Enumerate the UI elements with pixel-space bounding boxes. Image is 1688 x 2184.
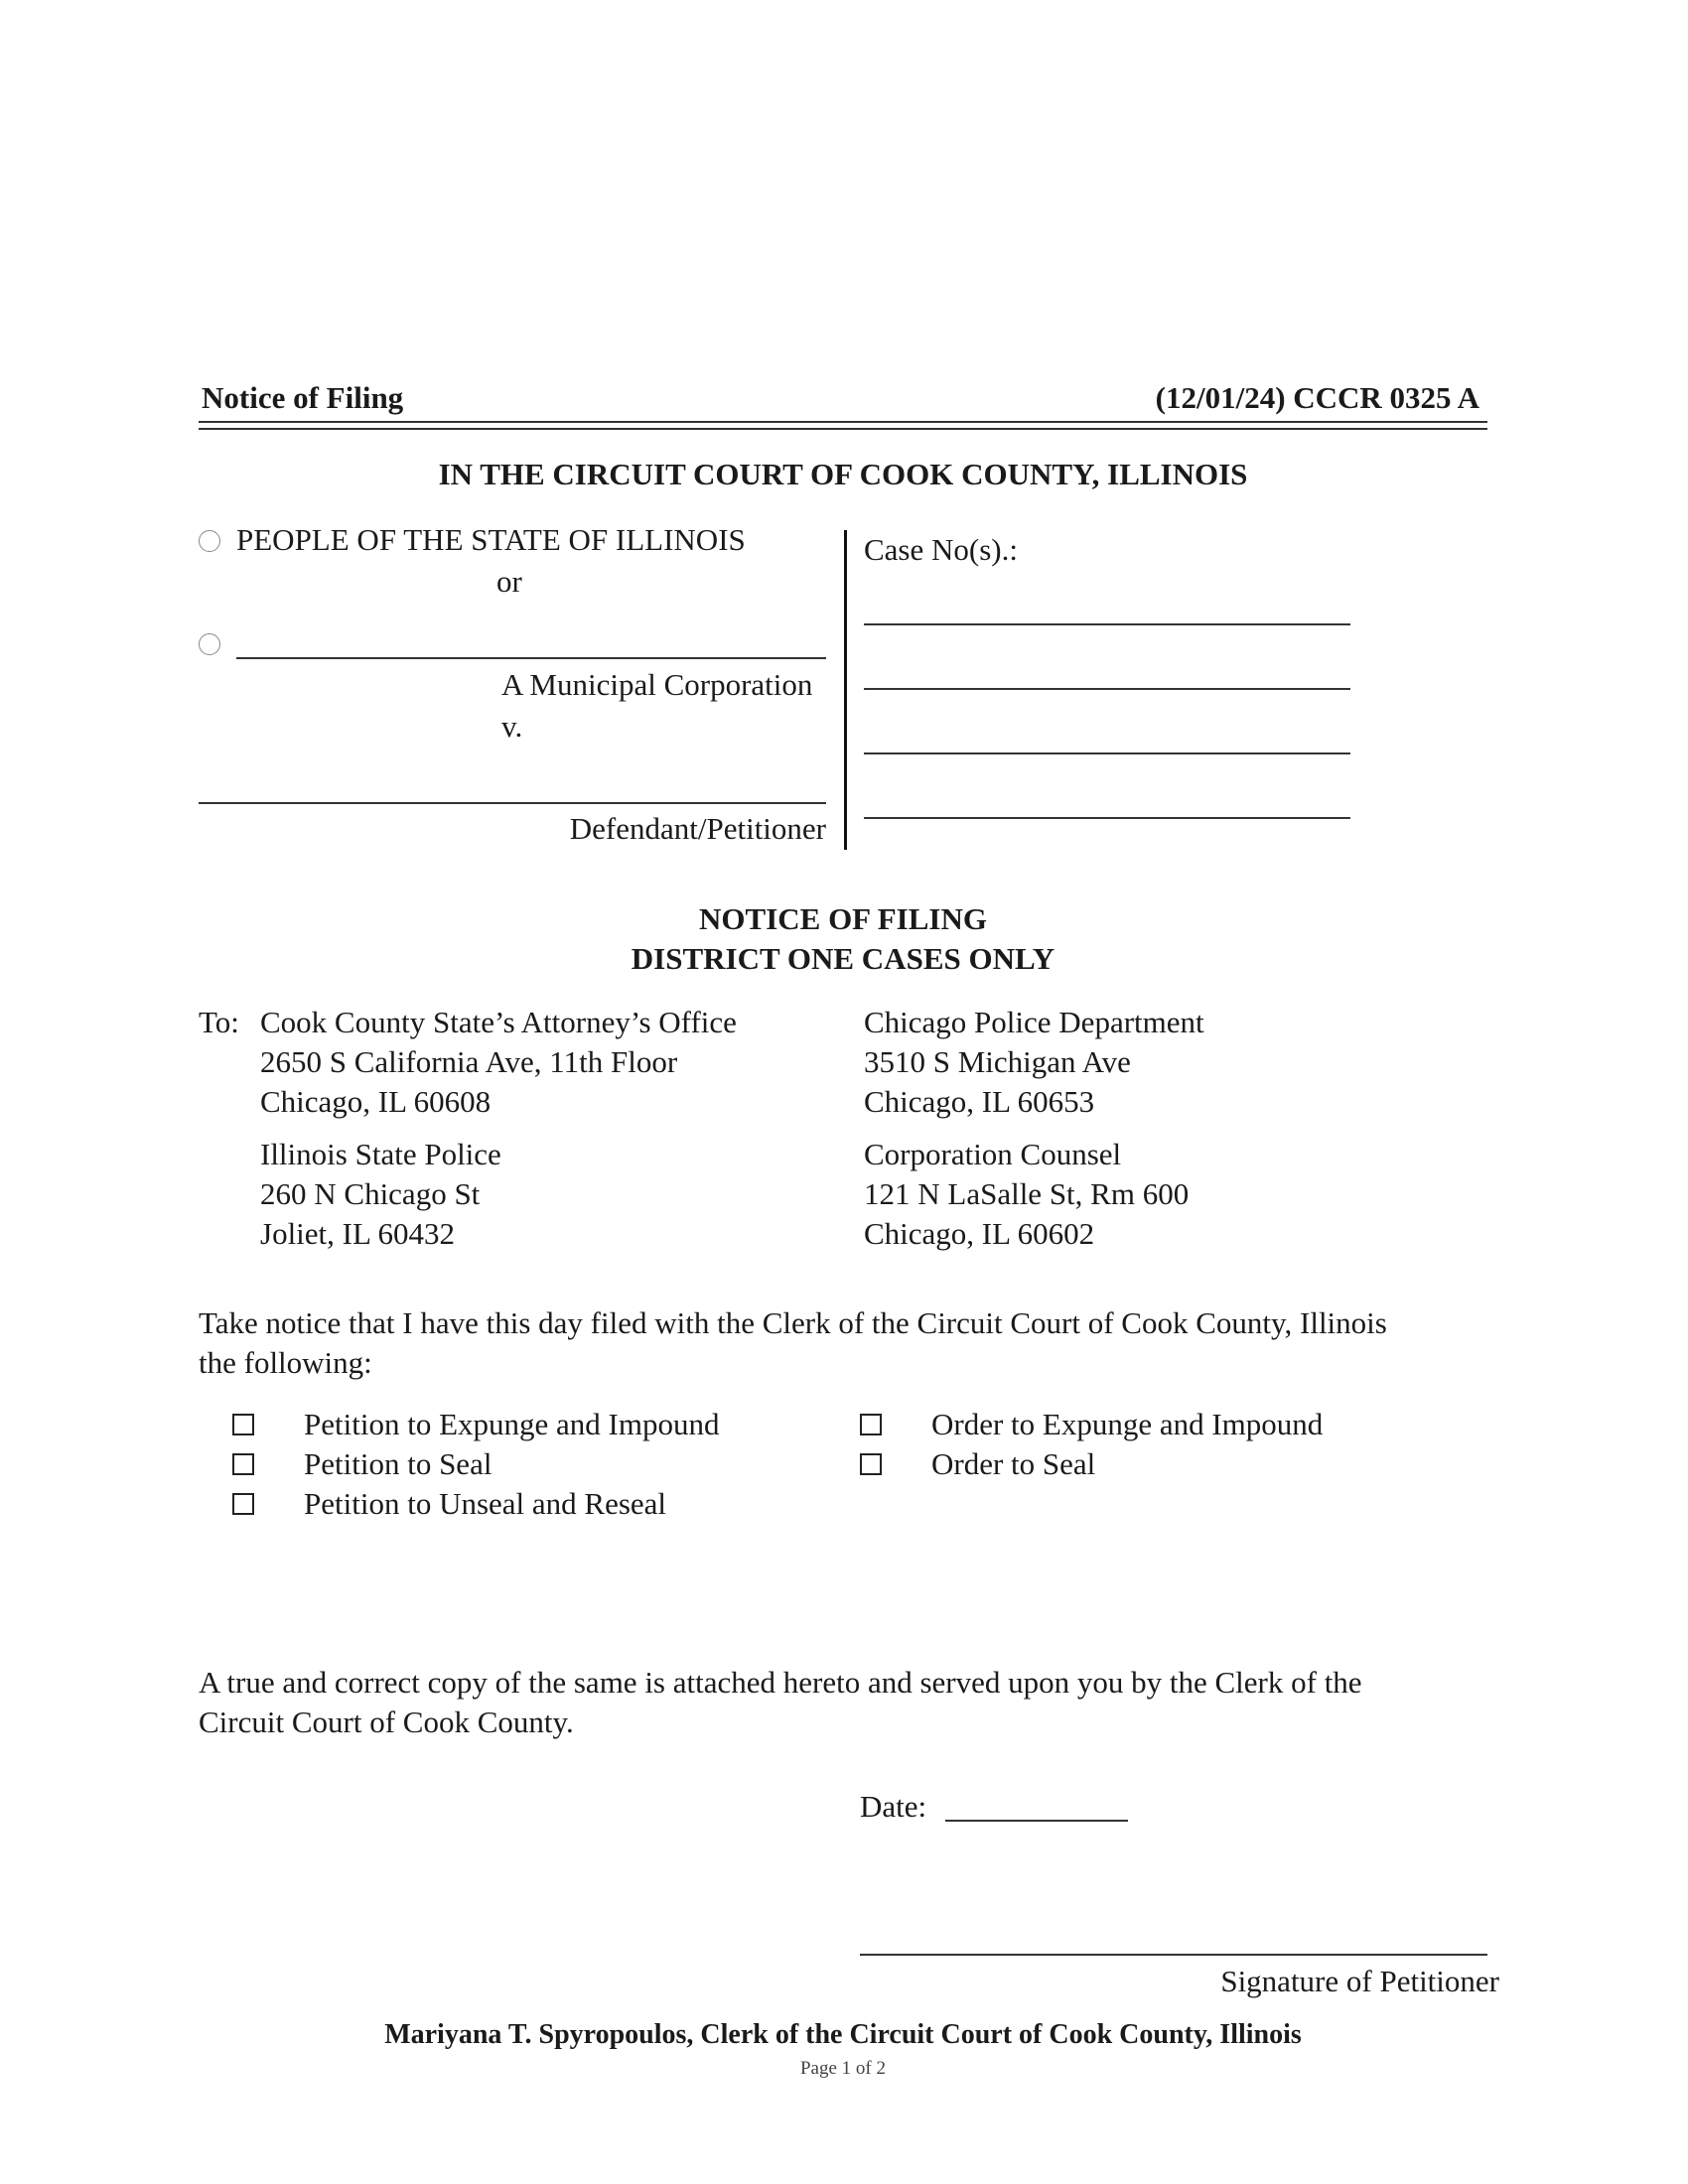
defendant-name-line xyxy=(199,802,826,804)
form-title: Notice of Filing xyxy=(202,380,404,415)
date-label: Date: xyxy=(860,1789,927,1824)
recipient-3-line1: Illinois State Police xyxy=(260,1137,501,1171)
petition-seal-label: Petition to Seal xyxy=(304,1446,492,1481)
petition-expunge-label: Petition to Expunge and Impound xyxy=(304,1407,720,1441)
plaintiff-people-radio[interactable] xyxy=(199,530,220,552)
recipient-2-line1: Chicago Police Department xyxy=(864,1005,1204,1039)
header-rule-bottom xyxy=(199,428,1487,430)
notice-title: NOTICE OF FILING xyxy=(699,901,987,936)
to-label: To: xyxy=(199,1005,239,1039)
case-number-line-4 xyxy=(864,817,1350,819)
or-label: or xyxy=(496,564,522,599)
case-number-line-3 xyxy=(864,752,1350,754)
plaintiff-people-label: PEOPLE OF THE STATE OF ILLINOIS xyxy=(236,522,746,557)
petition-unseal-checkbox[interactable] xyxy=(232,1493,254,1515)
plaintiff-municipality-radio[interactable] xyxy=(199,633,220,655)
recipient-1-line3: Chicago, IL 60608 xyxy=(260,1084,492,1119)
petition-seal-checkbox[interactable] xyxy=(232,1453,254,1475)
notice-text-line2: the following: xyxy=(199,1345,372,1380)
form-code: (12/01/24) CCCR 0325 A xyxy=(1155,380,1479,415)
signature-line[interactable] xyxy=(860,1954,1487,1956)
recipient-4-line3: Chicago, IL 60602 xyxy=(864,1216,1095,1251)
notice-subtitle: DISTRICT ONE CASES ONLY xyxy=(631,941,1055,976)
defendant-petitioner-label: Defendant/Petitioner xyxy=(569,811,826,846)
municipal-corporation-label: A Municipal Corporation xyxy=(501,667,813,702)
footer-clerk: Mariyana T. Spyropoulos, Clerk of the Circuit Court of Cook County, Illinois xyxy=(384,2019,1302,2050)
municipality-name-line xyxy=(236,657,826,659)
case-number-line-2 xyxy=(864,688,1350,690)
case-no-label: Case No(s).: xyxy=(864,532,1018,567)
recipient-4-line1: Corporation Counsel xyxy=(864,1137,1122,1171)
signature-label: Signature of Petitioner xyxy=(1220,1964,1499,1998)
caption-divider xyxy=(844,530,847,850)
order-seal-checkbox[interactable] xyxy=(860,1453,882,1475)
date-line xyxy=(945,1820,1128,1822)
order-expunge-checkbox[interactable] xyxy=(860,1414,882,1435)
order-seal-label: Order to Seal xyxy=(931,1446,1096,1481)
recipient-3-line3: Joliet, IL 60432 xyxy=(260,1216,456,1251)
recipient-3-line2: 260 N Chicago St xyxy=(260,1176,481,1211)
case-number-line-1 xyxy=(864,623,1350,625)
versus-label: v. xyxy=(501,709,523,744)
service-text-line1: A true and correct copy of the same is attached hereto and served upon you by the Clerk of the xyxy=(199,1665,1362,1700)
court-title: IN THE CIRCUIT COURT OF COOK COUNTY, ILLINOIS xyxy=(438,457,1248,491)
service-text-line2: Circuit Court of Cook County. xyxy=(199,1705,574,1739)
recipient-2-line2: 3510 S Michigan Ave xyxy=(864,1044,1131,1079)
order-expunge-label: Order to Expunge and Impound xyxy=(931,1407,1324,1441)
footer-page-number: Page 1 of 2 xyxy=(799,2058,886,2079)
header-rule-top xyxy=(199,421,1487,423)
recipient-2-line3: Chicago, IL 60653 xyxy=(864,1084,1095,1119)
recipient-4-line2: 121 N LaSalle St, Rm 600 xyxy=(864,1176,1190,1211)
petition-unseal-label: Petition to Unseal and Reseal xyxy=(304,1486,667,1521)
notice-text-line1: Take notice that I have this day filed with the Clerk of the Circuit Court of Cook County, Illinois xyxy=(199,1305,1387,1340)
petition-expunge-checkbox[interactable] xyxy=(232,1414,254,1435)
recipient-1-line2: 2650 S California Ave, 11th Floor xyxy=(260,1044,678,1079)
recipient-1-line1: Cook County State’s Attorney’s Office xyxy=(260,1005,737,1039)
